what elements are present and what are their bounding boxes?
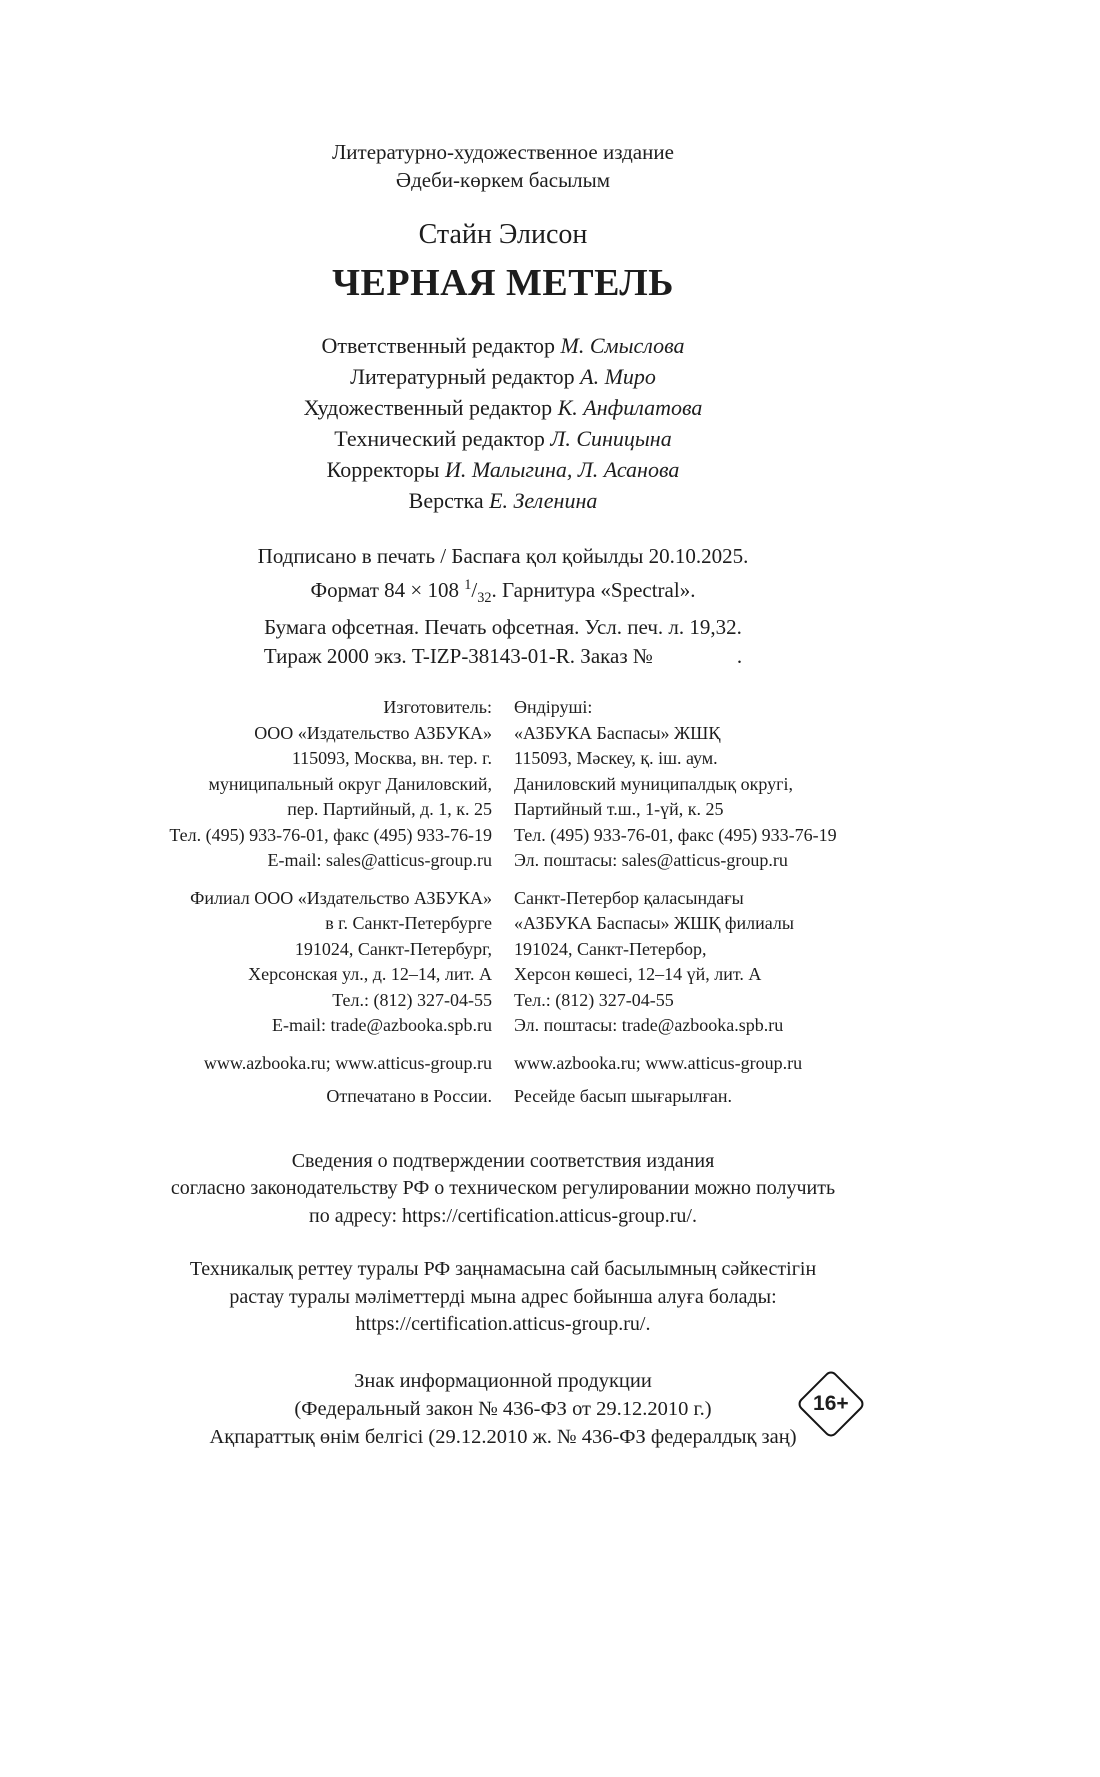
address-line: Изготовитель: — [383, 697, 492, 718]
address-line: Херсонская ул., д. 12–14, лит. А — [248, 964, 492, 985]
print-info-format-line — [148, 571, 858, 613]
branch-kz-block — [514, 886, 858, 1039]
edition-line-ru: Литературно-художественное издание — [332, 140, 674, 164]
addresses-column-ru — [148, 695, 492, 1122]
staff-role: Технический редактор — [334, 426, 545, 451]
address-line: Эл. поштасы: sales@atticus-group.ru — [514, 850, 788, 871]
staff-role: Верстка — [408, 488, 484, 513]
address-line: «АЗБУКА Баспасы» ЖШҚ филиалы — [514, 913, 794, 934]
age-rating-text — [209, 1367, 796, 1451]
format-prefix: Формат 84 × 108 — [310, 578, 465, 602]
certification-ru-block — [148, 1148, 858, 1231]
address-line: E-mail: trade@azbooka.spb.ru — [272, 1015, 492, 1036]
certification-line: согласно законодательству РФ о техническом регулировании можно получить — [170, 1177, 836, 1200]
staff-line — [148, 485, 858, 516]
printed-in-kz-block — [514, 1084, 858, 1110]
format-fraction-slash: / — [471, 578, 478, 602]
address-line: Санкт-Петербор қаласындағы — [514, 887, 744, 908]
address-line: муниципальный округ Даниловский, — [208, 773, 492, 794]
staff-line — [148, 361, 858, 392]
address-line: пер. Партийный, д. 1, к. 25 — [287, 799, 492, 820]
edition-block — [148, 138, 858, 194]
address-line: Даниловский муниципалдық округі, — [514, 773, 793, 794]
age-rating-line: Ақпараттық өнім белгісі (29.12.2010 ж. № 436-ФЗ федералдық заң) — [209, 1425, 797, 1448]
printed-in-ru-block — [148, 1084, 492, 1110]
staff-name: И. Малыгина, Л. Асанова — [444, 457, 680, 482]
age-rating-badge — [796, 1368, 867, 1439]
address-line: «АЗБУКА Баспасы» ЖШҚ — [514, 722, 721, 743]
print-info-block — [148, 542, 858, 671]
staff-name: М. Смыслова — [560, 333, 685, 358]
certification-line: https://certification.atticus-group.ru/. — [355, 1313, 651, 1336]
address-line: 191024, Санкт-Петербор, — [514, 938, 707, 959]
staff-line — [148, 423, 858, 454]
certification-line: Сведения о подтверждении соответствия издания — [291, 1149, 715, 1172]
format-suffix: . Гарнитура «Spectral». — [491, 578, 696, 602]
age-rating-block — [148, 1367, 858, 1451]
book-author: Стайн Элисон — [418, 219, 588, 250]
age-rating-line: Знак информационной продукции — [354, 1369, 652, 1392]
print-info-order-line: Тираж 2000 экз. T-IZP-38143-01-R. Заказ № . — [263, 644, 743, 669]
websites-kz-block — [514, 1051, 858, 1077]
certification-kz-block — [148, 1256, 858, 1339]
address-line: Херсон көшесі, 12–14 үй, лит. А — [514, 964, 762, 985]
edition-line-kz: Әдеби-көркем басылым — [395, 168, 611, 192]
print-info-date-line: Подписано в печать / Баспаға қол қойылды 20.10.2025. — [257, 544, 749, 568]
page-content — [148, 138, 858, 1451]
staff-line — [148, 392, 858, 423]
staff-role: Ответственный редактор — [321, 333, 556, 358]
address-line: Тел. (495) 933-76-01, факс (495) 933-76-19 — [169, 824, 492, 845]
websites-ru-block — [148, 1051, 492, 1077]
staff-role: Литературный редактор — [350, 364, 575, 389]
manufacturer-ru-block — [148, 695, 492, 874]
branch-ru-block — [148, 886, 492, 1039]
staff-line — [148, 454, 858, 485]
format-fraction-numerator: 1 — [464, 577, 472, 593]
address-line: Тел.: (812) 327-04-55 — [332, 989, 492, 1010]
address-line: 115093, Мәскеу, қ. іш. аум. — [514, 748, 718, 769]
addresses-columns — [148, 695, 858, 1122]
address-line: 191024, Санкт-Петербург, — [294, 938, 492, 959]
age-rating-badge-label: 16+ — [813, 1391, 849, 1415]
address-line: E-mail: sales@atticus-group.ru — [267, 850, 492, 871]
printed-in-line: Отпечатано в России. — [326, 1086, 492, 1107]
address-line: Эл. поштасы: trade@azbooka.spb.ru — [514, 1015, 784, 1036]
address-line: Партийный т.ш., 1-үй, к. 25 — [514, 799, 724, 820]
address-line: Тел. (495) 933-76-01, факс (495) 933-76-19 — [514, 824, 837, 845]
staff-name: Е. Зеленина — [489, 488, 598, 513]
print-info-paper-line: Бумага офсетная. Печать офсетная. Усл. печ. л. 19,32. — [264, 615, 742, 640]
format-fraction-denominator: 32 — [477, 590, 492, 607]
age-rating-line: (Федеральный закон № 436-ФЗ от 29.12.2010 г.) — [294, 1397, 712, 1420]
address-line: в г. Санкт-Петербурге — [325, 913, 492, 934]
address-line: ООО «Издательство АЗБУКА» — [254, 722, 492, 743]
address-line: Тел.: (812) 327-04-55 — [514, 989, 674, 1010]
address-line: Филиал ООО «Издательство АЗБУКА» — [190, 887, 492, 908]
certification-line: Техникалық реттеу туралы РФ заңнамасына сай басылымның сәйкестігін — [189, 1258, 817, 1281]
printed-in-line: Ресейде басып шығарылған. — [514, 1086, 732, 1107]
websites-line: www.azbooka.ru; www.atticus-group.ru — [203, 1052, 492, 1073]
address-line: Өндіруші: — [514, 697, 593, 718]
staff-name: К. Анфилатова — [557, 395, 703, 420]
staff-line — [148, 330, 858, 361]
certification-line: по адресу: https://certification.atticus-group.ru/. — [309, 1204, 697, 1227]
staff-role: Корректоры — [326, 457, 440, 482]
certification-line: растау туралы мәліметтерді мына адрес бойынша алуға болады: — [229, 1285, 777, 1308]
book-title: ЧЕРНАЯ МЕТЕЛЬ — [332, 262, 674, 304]
staff-block — [148, 330, 858, 516]
staff-name: А. Миро — [580, 364, 656, 389]
staff-role: Художественный редактор — [303, 395, 553, 420]
addresses-column-kz — [514, 695, 858, 1122]
websites-line: www.azbooka.ru; www.atticus-group.ru — [514, 1052, 803, 1073]
manufacturer-kz-block — [514, 695, 858, 874]
staff-name: Л. Синицына — [550, 426, 672, 451]
address-line: 115093, Москва, вн. тер. г. — [291, 748, 492, 769]
